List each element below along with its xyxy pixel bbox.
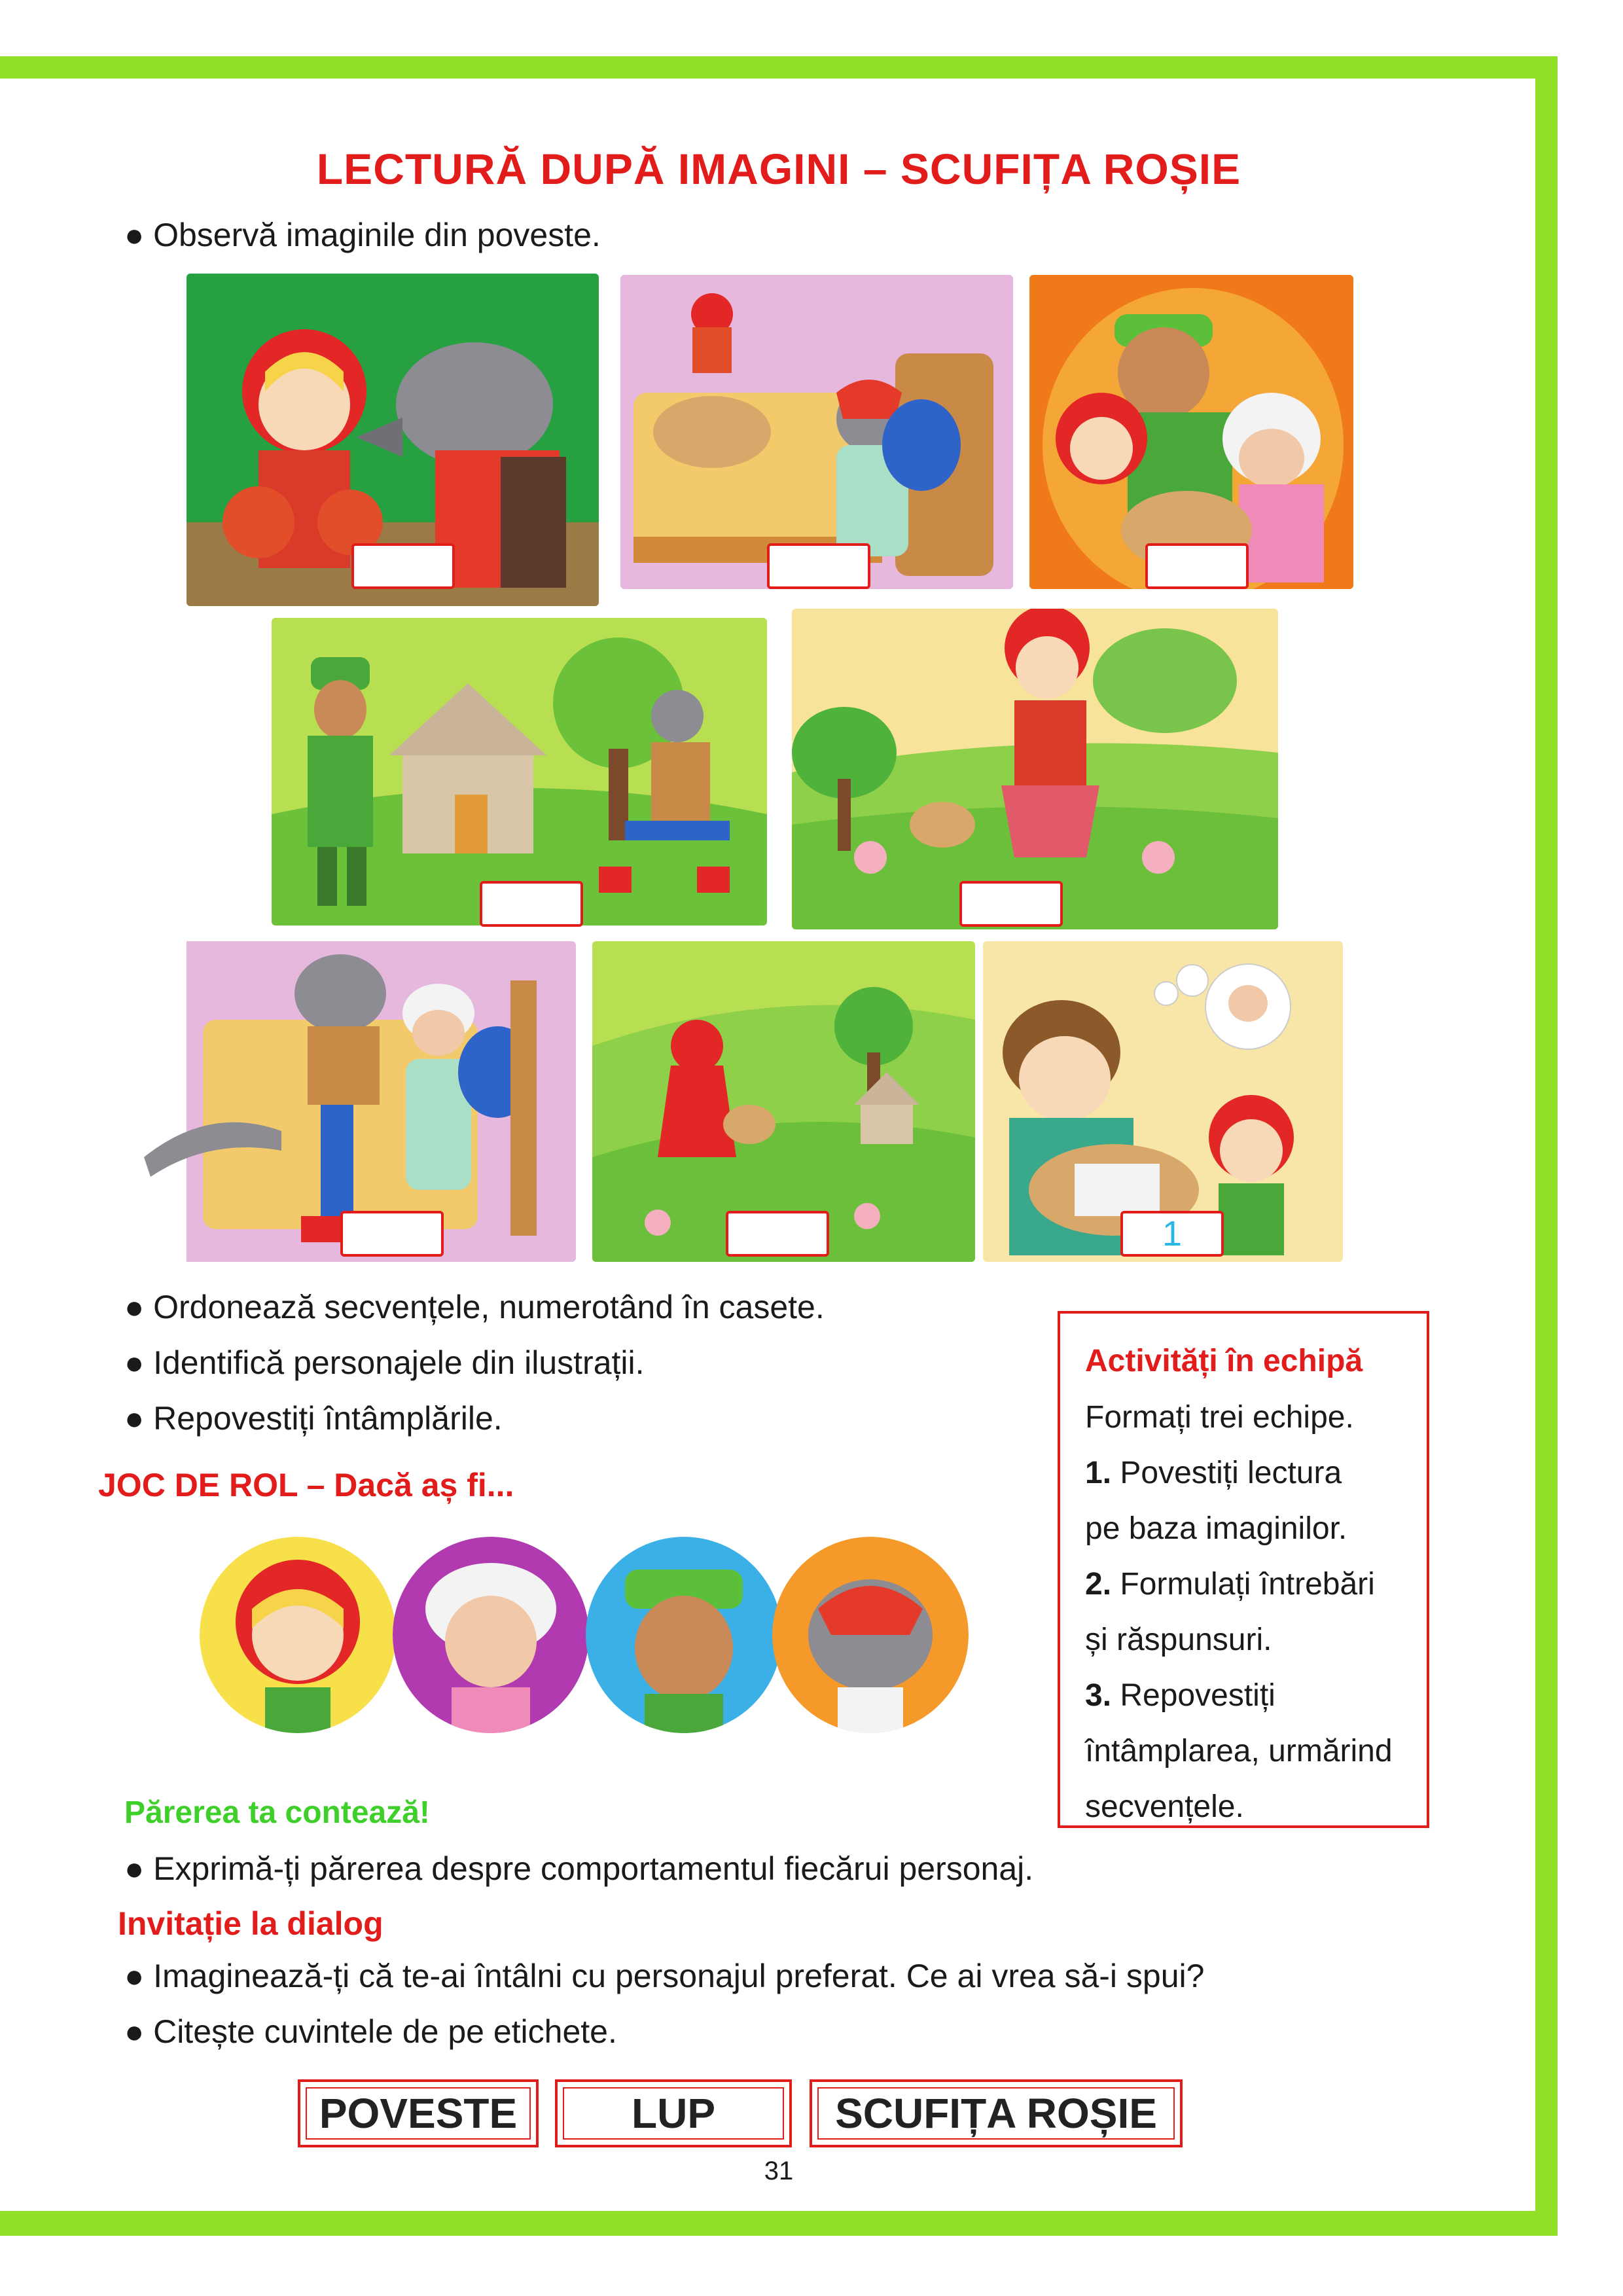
- word-label-lup: LUP: [555, 2079, 792, 2147]
- team-activity-heading: Activități în echipă: [1085, 1344, 1363, 1378]
- page-frame-top: [0, 56, 1558, 79]
- character-red-riding-hood: [200, 1537, 396, 1733]
- sequence-box-8[interactable]: 1: [1120, 1211, 1224, 1257]
- team-line: și răspunsuri.: [1085, 1623, 1272, 1657]
- sequence-box-4[interactable]: [480, 881, 583, 927]
- opinion-instruction: ● Exprimă-ți părerea despre comportamentul fiecărui personaj.: [124, 1850, 1034, 1887]
- word-label-scufita-rosie: SCUFIȚA ROȘIE: [810, 2079, 1183, 2147]
- read-labels-instruction: ● Citește cuvintele de pe etichete.: [124, 2013, 617, 2050]
- team-line: Formați trei echipe.: [1085, 1400, 1354, 1435]
- illustration-wolf-in-bed: [620, 275, 1013, 589]
- task-order-sequences: ● Ordonează secvențele, numerotând în casete.: [124, 1289, 825, 1325]
- team-line: secvențele.: [1085, 1789, 1244, 1824]
- dialog-instruction: ● Imaginează-ți că te-ai întâlni cu personajul preferat. Ce ai vrea să-i spui?: [124, 1958, 1205, 1994]
- word-label-poveste: POVESTE: [298, 2079, 539, 2147]
- character-wolf: [772, 1537, 969, 1733]
- team-line: întâmplarea, urmărind: [1085, 1734, 1393, 1768]
- team-line: 2. Formulați întrebări: [1085, 1567, 1375, 1602]
- sequence-box-3[interactable]: [1145, 543, 1249, 589]
- character-grandmother: [393, 1537, 589, 1733]
- task-identify-characters: ● Identifică personajele din ilustrații.: [124, 1344, 645, 1381]
- sequence-box-5[interactable]: [959, 881, 1063, 927]
- role-play-heading: JOC DE ROL – Dacă aș fi...: [98, 1467, 514, 1503]
- page-number: 31: [764, 2157, 794, 2185]
- sequence-box-2[interactable]: [767, 543, 870, 589]
- team-line: 1. Povestiți lectura: [1085, 1456, 1342, 1490]
- dialog-heading: Invitație la dialog: [118, 1905, 383, 1942]
- team-line: pe baza imaginilor.: [1085, 1511, 1347, 1546]
- illustration-hunter-and-wolf-at-house: [272, 618, 767, 925]
- team-line: 3. Repovestiți: [1085, 1678, 1275, 1713]
- sequence-box-6[interactable]: [340, 1211, 444, 1257]
- task-retell: ● Repovestiți întâmplările.: [124, 1400, 503, 1437]
- page-frame-right: [1535, 56, 1558, 2236]
- illustration-hunter-and-grandma: [1029, 275, 1353, 589]
- page-title: LECTURĂ DUPĂ IMAGINI – SCUFIȚA ROȘIE: [316, 145, 1241, 193]
- sequence-box-7[interactable]: [726, 1211, 829, 1257]
- page-frame-bottom: [0, 2211, 1558, 2236]
- intro-instruction: ● Observă imaginile din poveste.: [124, 217, 601, 253]
- team-activity-box: [1058, 1311, 1429, 1828]
- sequence-box-1[interactable]: [351, 543, 455, 589]
- opinion-heading: Părerea ta contează!: [124, 1795, 430, 1830]
- character-hunter: [586, 1537, 782, 1733]
